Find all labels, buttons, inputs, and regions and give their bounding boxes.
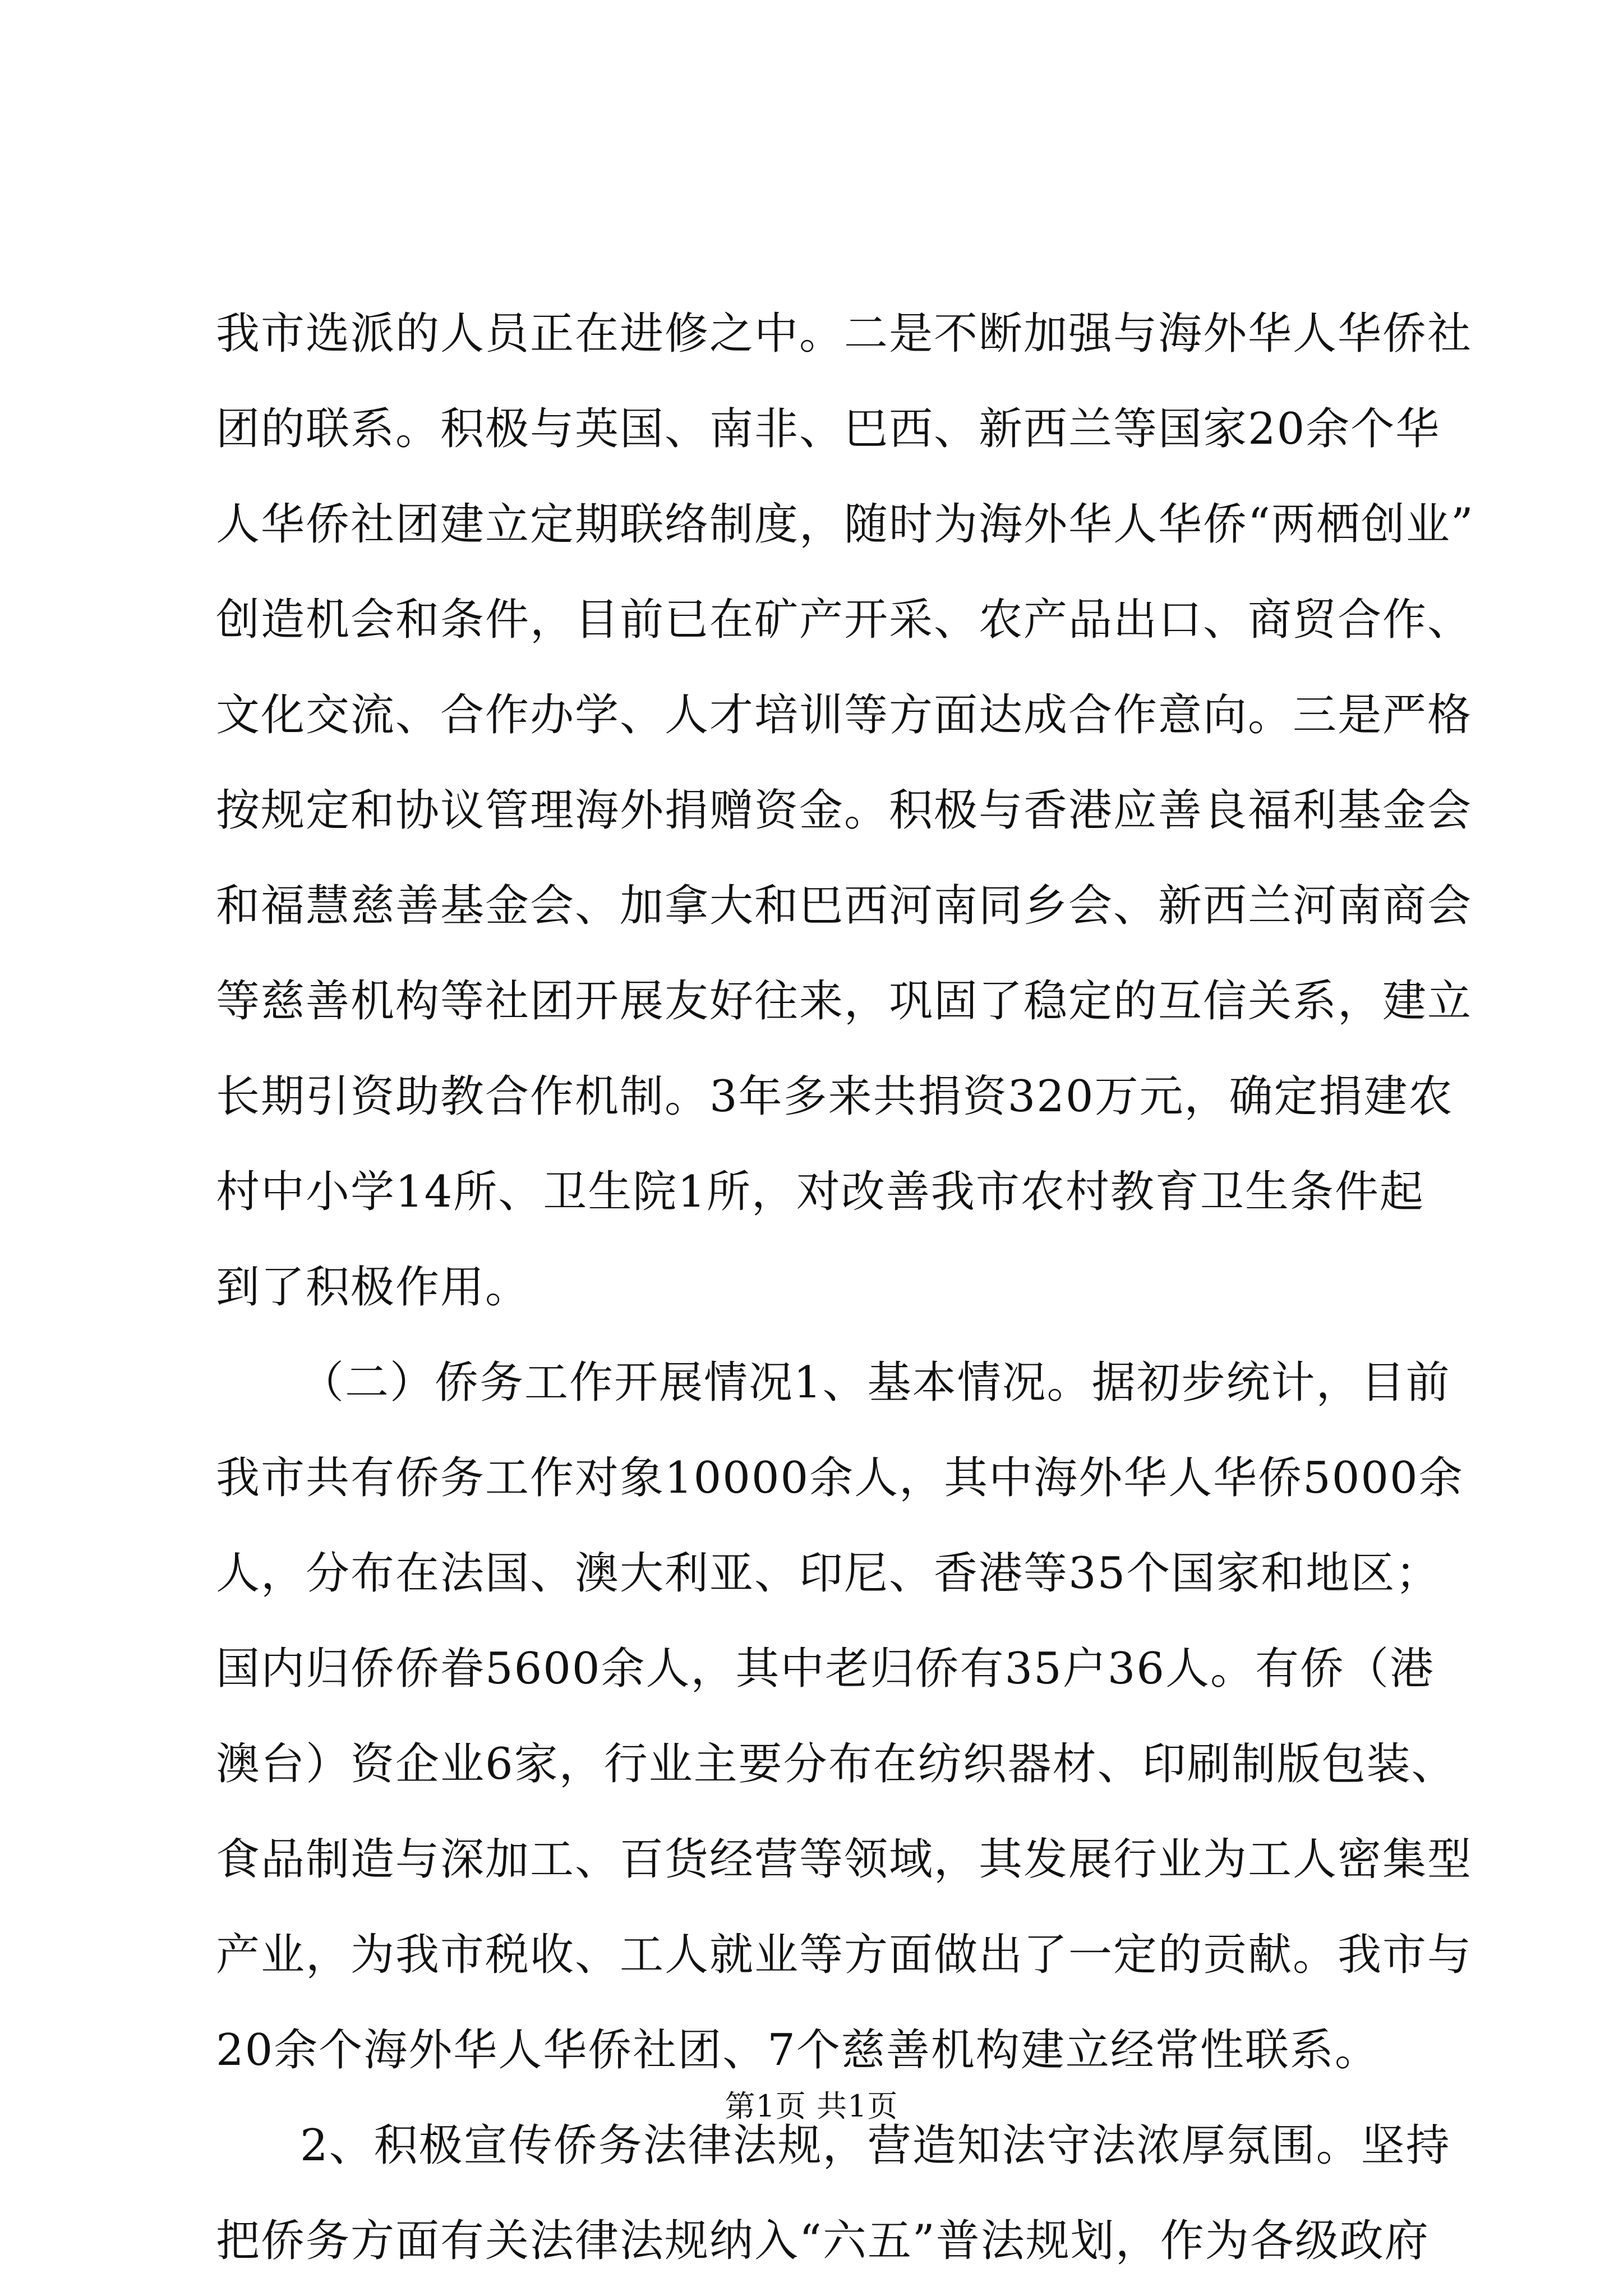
text-line: 澳台）资企业6家，行业主要分布在纺织器材、印刷制版包装、 <box>216 1739 1456 1789</box>
text-line: 文化交流、合作办学、人才培训等方面达成合作意向。三是严格 <box>216 690 1473 740</box>
text-line: 和福慧慈善基金会、加拿大和巴西河南同乡会、新西兰河南商会 <box>216 881 1473 931</box>
body-text <box>216 286 1474 2289</box>
text-line: 村中小学14所、卫生院1所，对改善我市农村教育卫生条件起 <box>216 1167 1424 1217</box>
text-line: 团的联系。积极与英国、南非、巴西、新西兰等国家20余个华 <box>216 404 1441 454</box>
text-line: 按规定和协议管理海外捐赠资金。积极与香港应善良福利基金会 <box>216 785 1473 836</box>
paragraph-start-line: （二）侨务工作开展情况1、基本情况。据初步统计，目前 <box>300 1358 1451 1408</box>
paragraph-start-line: 2、积极宣传侨务法律法规，营造知法守法浓厚氛围。坚持 <box>300 2120 1451 2171</box>
text-line: 我市选派的人员正在进修之中。二是不断加强与海外华人华侨社 <box>216 309 1473 359</box>
text-line: 食品制造与深加工、百货经营等领域，其发展行业为工人密集型 <box>216 1834 1473 1885</box>
page-footer: 第1页 共1页 <box>725 2088 898 2124</box>
text-line: 到了积极作用。 <box>216 1262 531 1313</box>
text-line: 创造机会和条件，目前已在矿产开采、农产品出口、商贸合作、 <box>216 595 1473 645</box>
text-line: 产业，为我市税收、工人就业等方面做出了一定的贡献。我市与 <box>216 1930 1473 1980</box>
text-line: 长期引资助教合作机制。3年多来共捐资320万元，确定捐建农 <box>216 1071 1454 1122</box>
text-line: 人，分布在法国、澳大利亚、印尼、香港等35个国家和地区； <box>216 1548 1441 1599</box>
text-line: 人华侨社团建立定期联络制度，随时为海外华人华侨“两栖创业” <box>216 499 1474 550</box>
text-line: 国内归侨侨眷5600余人，其中老归侨有35户36人。有侨（港 <box>216 1644 1435 1694</box>
text-line: 20余个海外华人华侨社团、7个慈善机构建立经常性联系。 <box>216 2025 1380 2076</box>
text-line: 等慈善机构等社团开展友好往来，巩固了稳定的互信关系，建立 <box>216 976 1473 1027</box>
text-line: 把侨务方面有关法律法规纳入“六五”普法规划，作为各级政府 <box>216 2216 1430 2266</box>
text-line: 我市共有侨务工作对象10000余人，其中海外华人华侨5000余 <box>216 1453 1464 1503</box>
